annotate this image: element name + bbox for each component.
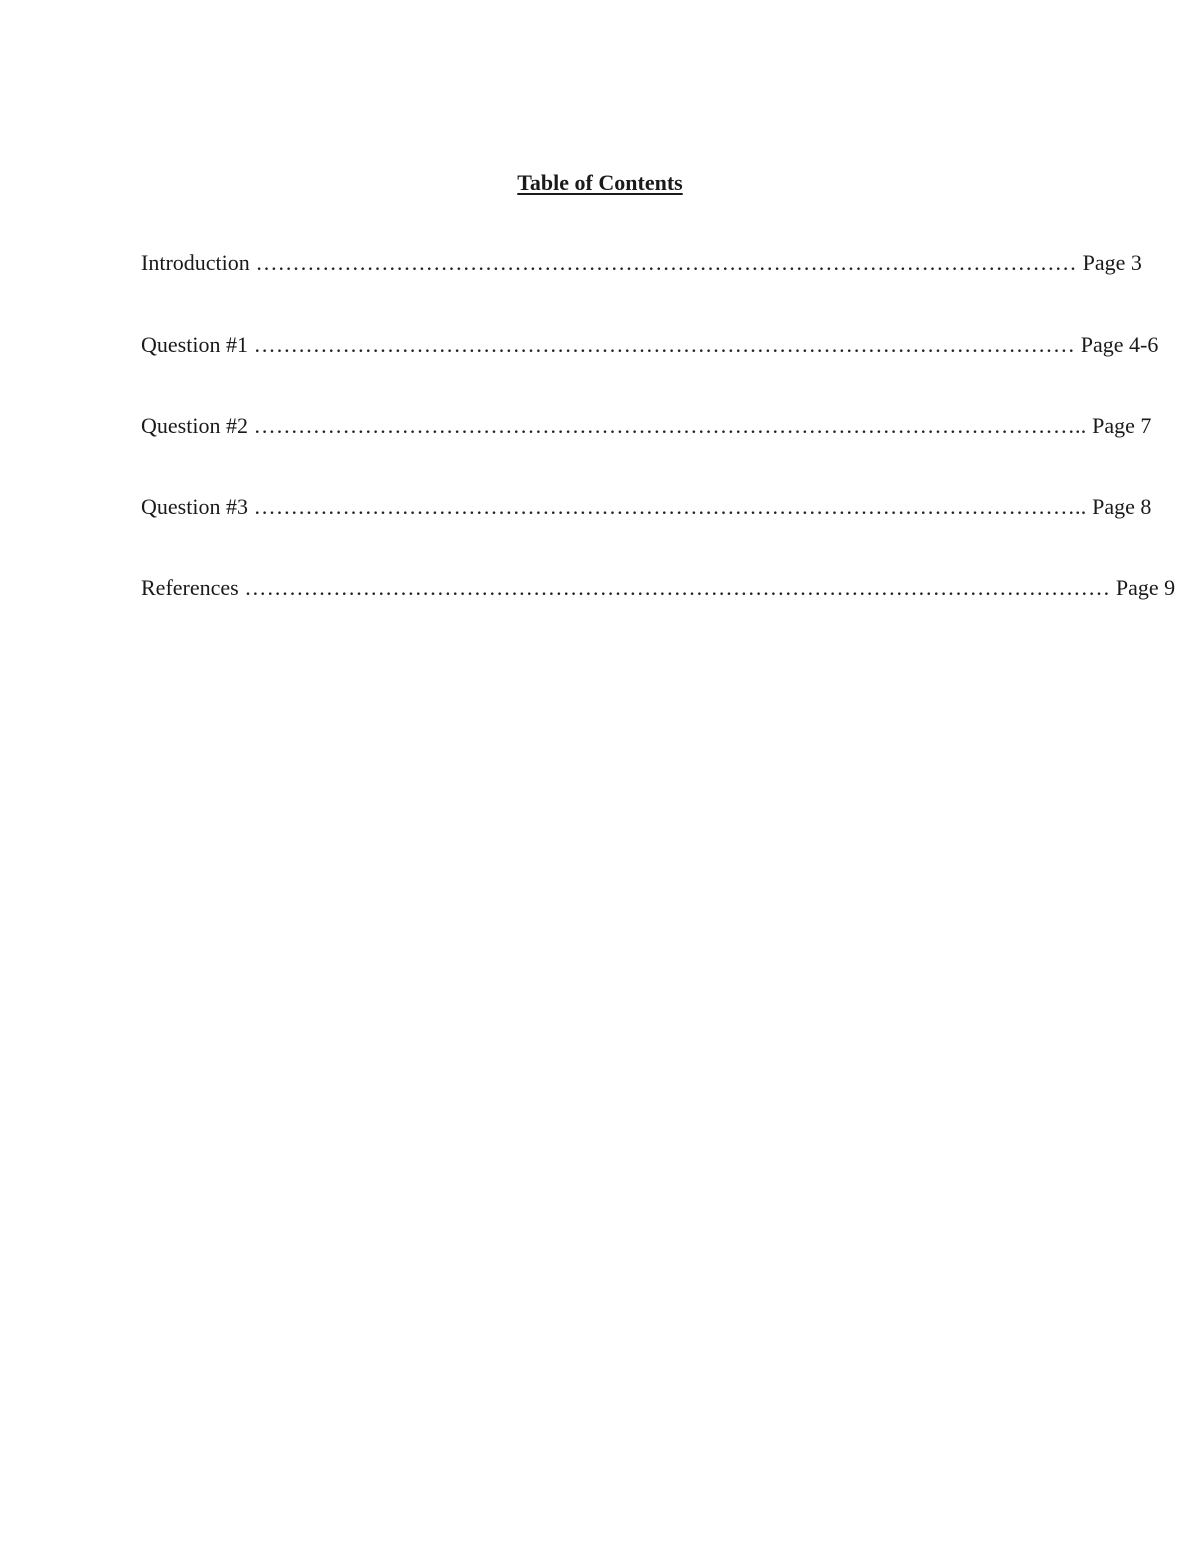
toc-entry-question-2 bbox=[141, 411, 1151, 441]
toc-entry-page: Page 7 bbox=[1092, 413, 1152, 438]
toc-title-text: Table of Contents bbox=[517, 170, 683, 195]
toc-dot-leader: ………………………………………………………………………………………………….. bbox=[247, 413, 1093, 438]
toc-entry-question-1 bbox=[141, 330, 1158, 360]
toc-entry-page: Page 4-6 bbox=[1080, 332, 1159, 357]
toc-entry-label: Question #2 bbox=[141, 413, 248, 438]
toc-entry-page: Page 3 bbox=[1082, 250, 1142, 275]
toc-entry-label: Question #3 bbox=[141, 494, 248, 519]
toc-dot-leader: ………………………………………………………………………………………………… bbox=[249, 250, 1083, 275]
toc-dot-leader: ………………………………………………………………………………………………… bbox=[247, 332, 1081, 357]
toc-entry-question-3 bbox=[141, 492, 1151, 522]
toc-entry-label: References bbox=[141, 575, 239, 600]
toc-entry-page: Page 8 bbox=[1092, 494, 1152, 519]
toc-entry-label: Introduction bbox=[141, 250, 250, 275]
toc-entry-introduction bbox=[141, 248, 1142, 278]
toc-dot-leader: ………………………………………………………………………………………………….. bbox=[247, 494, 1093, 519]
toc-entry-page: Page 9 bbox=[1115, 575, 1176, 600]
toc-title bbox=[0, 168, 1200, 198]
toc-entry-references bbox=[141, 573, 1175, 603]
toc-dot-leader: ……………………………………………………………………………………………………… bbox=[238, 575, 1116, 600]
toc-entry-label: Question #1 bbox=[141, 332, 248, 357]
